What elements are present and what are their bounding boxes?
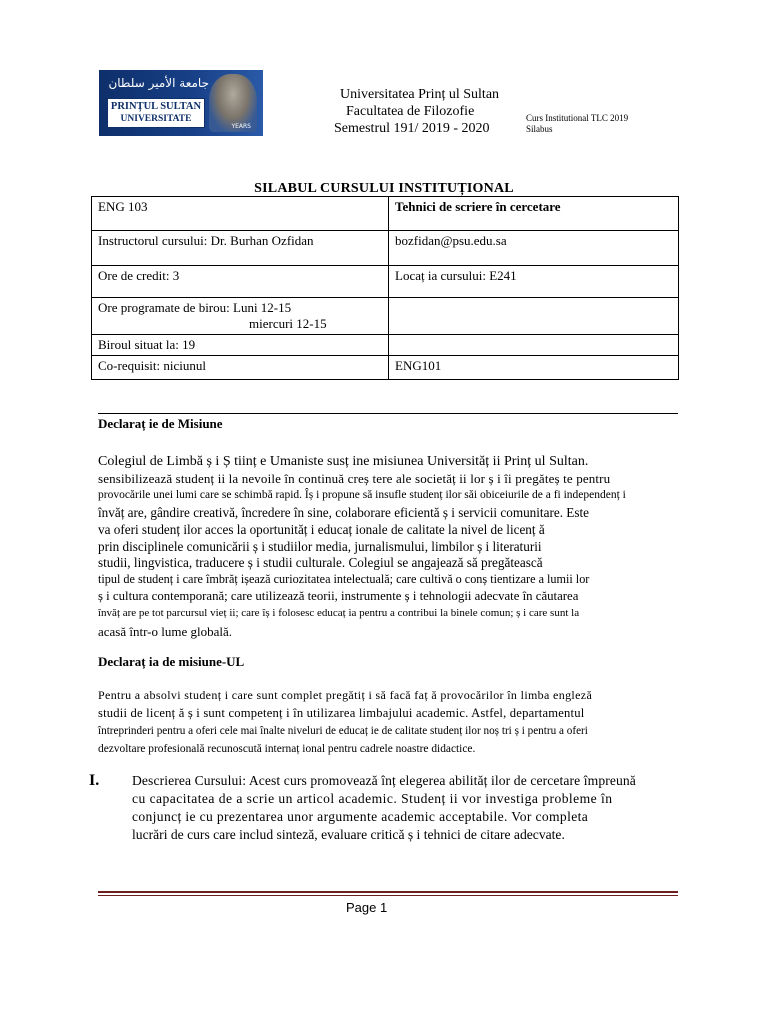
- table-row: [92, 356, 679, 380]
- course-code-cell: ENG 103: [92, 197, 389, 231]
- table-row: [92, 266, 679, 298]
- logo-line2: UNIVERSITATE: [120, 114, 192, 124]
- logo-line1: PRINȚUL SULTAN: [110, 101, 202, 112]
- page-number: Page 1: [346, 900, 388, 915]
- course-description-line: conjuncț ie cu prezentarea unor argumente academic acceptabile. Vor completa: [132, 809, 589, 824]
- course-description-line: Descrierea Cursului: Acest curs promovează înț elegerea abilităț ilor de cercetare împreună: [132, 773, 636, 788]
- mission-line: va oferi studenț ilor acces la oportunităț i educaț ionale de calitate la nivel de licenț ă: [98, 522, 545, 537]
- university-logo: [99, 70, 263, 136]
- location-cell: Locaț ia cursului: E241: [389, 266, 679, 298]
- logo-plate: [107, 98, 205, 128]
- section-number: I.: [89, 772, 100, 789]
- footer-rule: [98, 891, 678, 893]
- mission-ul-line: Pentru a absolvi studenț i care sunt complet pregătiț i să facă faț ă provocărilor în limba engleză: [98, 688, 593, 702]
- course-description-line: lucrări de curs care includ sinteză, evaluare critică ș i tehnici de citare adecvate.: [132, 827, 565, 842]
- footer-rule-thin: [98, 895, 678, 896]
- course-name-cell: Tehnici de scriere în cercetare: [389, 197, 679, 231]
- mission-text: [98, 453, 678, 640]
- table-row: [92, 197, 679, 231]
- header-course-label: Curs Institutional TLC 2019: [526, 113, 629, 123]
- office-hours-cell: [92, 298, 389, 335]
- mission-ul-line: dezvoltare profesională recunoscută internaț ional pentru cadrele noastre didactice.: [98, 743, 476, 755]
- email-cell: bozfidan@psu.edu.sa: [389, 231, 679, 266]
- mission-line: prin disciplinele comunicării ș i studiilor media, jurnalismului, limbilor ș i literaturii: [98, 539, 542, 554]
- header-faculty: Facultatea de Filozofie: [346, 104, 475, 119]
- office-hours-line2: miercuri 12-15: [249, 316, 327, 331]
- section-divider: [98, 413, 678, 414]
- office-hours-line1: Ore programate de birou: Luni 12-15: [98, 300, 292, 315]
- table-row: [92, 231, 679, 266]
- course-info-table: [91, 196, 679, 380]
- mission-line: acasă într-o lume globală.: [98, 624, 233, 639]
- header-university: Universitatea Prinț ul Sultan: [340, 87, 500, 102]
- mission-line: învăț are, gândire creativă, încredere în sine, colaborare eficientă ș i servicii comunitare. Este: [98, 505, 589, 520]
- logo-arabic-text: جامعة الأمير سلطان: [108, 76, 209, 90]
- course-description-line: cu capacitatea de a scrie un articol academic. Studenț ii vor investiga probleme în: [132, 791, 613, 806]
- mission-ul-text: [98, 686, 682, 758]
- header-semester: Semestrul 191/ 2019 - 2020: [334, 121, 490, 136]
- office-location-cell: Biroul situat la: 19: [92, 335, 389, 356]
- mission-ul-heading: Declaraț ia de misiune-UL: [98, 654, 245, 669]
- header-silabus-label: Silabus: [526, 124, 553, 134]
- prerequisite-cell: ENG101: [389, 356, 679, 380]
- mission-line: sensibilizează studenț ii la nevoile în continuă creș tere ale societăț ii lor ș i îi pregăteș te pentru: [98, 471, 611, 486]
- logo-tag: YEARS: [231, 123, 251, 130]
- credits-cell: Ore de credit: 3: [92, 266, 389, 298]
- mission-line: învăț are pe tot parcursul vieț ii; care îș i folosesc educaț ia pentru a contribui la binele comun; ș i care sunt la: [98, 607, 580, 619]
- document-title: SILABUL CURSULUI INSTITUȚIONAL: [254, 181, 514, 196]
- mission-ul-line: studii de licenț ă ș i sunt competenț i în utilizarea limbajului academic. Astfel, departamentul: [98, 706, 585, 720]
- course-description: [132, 772, 684, 844]
- mission-ul-line: întreprinderi pentru a oferi cele mai înalte niveluri de educaț ie de calitate studenț ilor noș tri ș i pentru a oferi: [98, 725, 588, 737]
- empty-cell: [389, 298, 679, 335]
- mission-heading: Declaraț ie de Misiune: [98, 416, 223, 431]
- mission-line: provocările unei lumi care se schimbă rapid. Îș i propune să insufle studenț ilor săi obiceiurile de a fi independenț i: [98, 489, 626, 501]
- corequisite-cell: Co-requisit: niciunul: [92, 356, 389, 380]
- table-row: [92, 298, 679, 335]
- table-row: [92, 335, 679, 356]
- empty-cell: [389, 335, 679, 356]
- mission-line: ș i cultura contemporană; care utilizează teorii, instrumente ș i tehnologii adecvate în căutarea: [98, 589, 579, 603]
- instructor-cell: Instructorul cursului: Dr. Burhan Ozfidan: [92, 231, 389, 266]
- mission-line: Colegiul de Limbă ș i Ș tiinț e Umaniste susț ine misiunea Universităț ii Prinț ul Sultan.: [98, 454, 589, 469]
- mission-line: studii, lingvistica, traducere ș i studii culturale. Colegiul se angajează să pregătească: [98, 555, 543, 570]
- mission-line: tipul de studenț i care îmbrăț ișează curiozitatea intelectuală; care cultivă o conș tientizare a lumii lor: [98, 572, 590, 586]
